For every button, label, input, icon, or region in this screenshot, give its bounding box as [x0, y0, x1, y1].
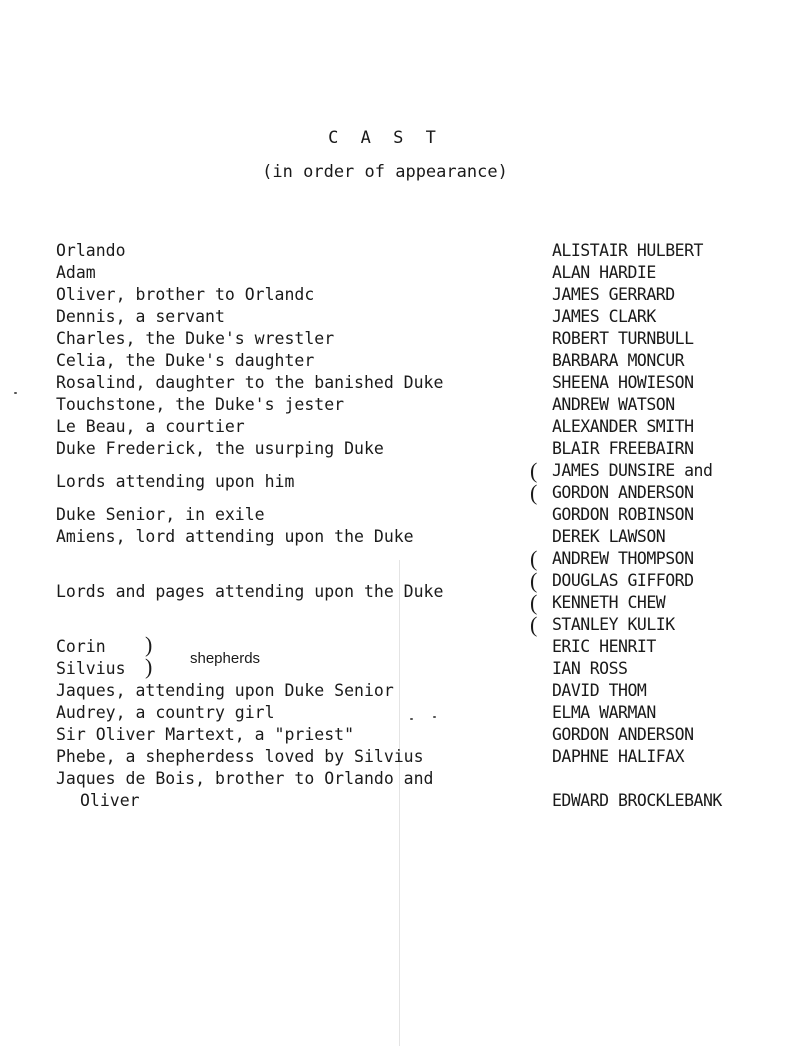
role-corin: Corin	[56, 637, 106, 656]
role-silvius: Silvius	[56, 659, 126, 678]
actor-name: DAPHNE HALIFAX	[552, 747, 685, 766]
role-phebe: Phebe, a shepherdess loved by Silvius	[56, 747, 424, 766]
actor-name: ALEXANDER SMITH	[552, 417, 694, 436]
actor-name: ALISTAIR HULBERT	[552, 241, 703, 260]
role-lords-attending: Lords attending upon him	[56, 472, 295, 491]
role-sir-oliver-martext: Sir Oliver Martext, a "priest"	[56, 725, 355, 744]
paper-speck	[14, 392, 17, 394]
paper-speck	[433, 716, 436, 718]
role-charles: Charles, the Duke's wrestler	[56, 329, 335, 348]
shepherds-note: shepherds	[190, 650, 261, 667]
group-bracket: (	[530, 590, 538, 615]
role-dennis: Dennis, a servant	[56, 307, 225, 326]
role-orlando: Orlando	[56, 241, 126, 260]
role-celia: Celia, the Duke's daughter	[56, 351, 315, 370]
actor-name: BARBARA MONCUR	[552, 351, 685, 370]
page-title: C A S T	[328, 128, 442, 148]
actor-name: IAN ROSS	[552, 659, 628, 678]
actor-name: EDWARD BROCKLEBANK	[552, 791, 722, 810]
actor-name: DOUGLAS GIFFORD	[552, 571, 694, 590]
role-amiens: Amiens, lord attending upon the Duke	[56, 527, 414, 546]
actor-name: GORDON ANDERSON	[552, 483, 694, 502]
group-bracket: (	[530, 612, 538, 637]
actor-name: JAMES DUNSIRE and	[552, 461, 713, 480]
actor-name: DAVID THOM	[552, 681, 647, 700]
role-jaques-de-bois: Jaques de Bois, brother to Orlando and	[56, 769, 434, 788]
actor-name: ERIC HENRIT	[552, 637, 656, 656]
role-lords-and-pages: Lords and pages attending upon the Duke	[56, 582, 444, 601]
role-touchstone: Touchstone, the Duke's jester	[56, 395, 345, 414]
actor-name: ANDREW THOMPSON	[552, 549, 694, 568]
actor-name: DEREK LAWSON	[552, 527, 666, 546]
page-subtitle: (in order of appearance)	[262, 162, 508, 182]
actor-name: BLAIR FREEBAIRN	[552, 439, 694, 458]
group-bracket: (	[530, 458, 538, 483]
actor-name: JAMES CLARK	[552, 307, 656, 326]
role-jaques-de-bois-cont: Oliver	[80, 791, 140, 810]
actor-name: GORDON ANDERSON	[552, 725, 694, 744]
actor-name: ALAN HARDIE	[552, 263, 656, 282]
actor-name: SHEENA HOWIESON	[552, 373, 694, 392]
role-rosalind: Rosalind, daughter to the banished Duke	[56, 373, 444, 392]
actor-name: STANLEY KULIK	[552, 615, 675, 634]
shepherds-bracket: )	[145, 632, 153, 657]
role-audrey: Audrey, a country girl	[56, 703, 275, 722]
actor-name: ANDREW WATSON	[552, 395, 675, 414]
role-duke-frederick: Duke Frederick, the usurping Duke	[56, 439, 384, 458]
role-oliver: Oliver, brother to Orlandc	[56, 285, 315, 304]
actor-name: ROBERT TURNBULL	[552, 329, 694, 348]
group-bracket: (	[530, 480, 538, 505]
role-le-beau: Le Beau, a courtier	[56, 417, 245, 436]
role-jaques: Jaques, attending upon Duke Senior	[56, 681, 394, 700]
actor-name: ELMA WARMAN	[552, 703, 656, 722]
paper-speck	[410, 718, 413, 720]
role-adam: Adam	[56, 263, 96, 282]
shepherds-bracket: )	[145, 654, 153, 679]
actor-name: KENNETH CHEW	[552, 593, 666, 612]
actor-name: JAMES GERRARD	[552, 285, 675, 304]
role-duke-senior: Duke Senior, in exile	[56, 505, 265, 524]
actor-name: GORDON ROBINSON	[552, 505, 694, 524]
group-bracket: (	[530, 546, 538, 571]
paper-fold-line	[399, 560, 400, 1046]
group-bracket: (	[530, 568, 538, 593]
